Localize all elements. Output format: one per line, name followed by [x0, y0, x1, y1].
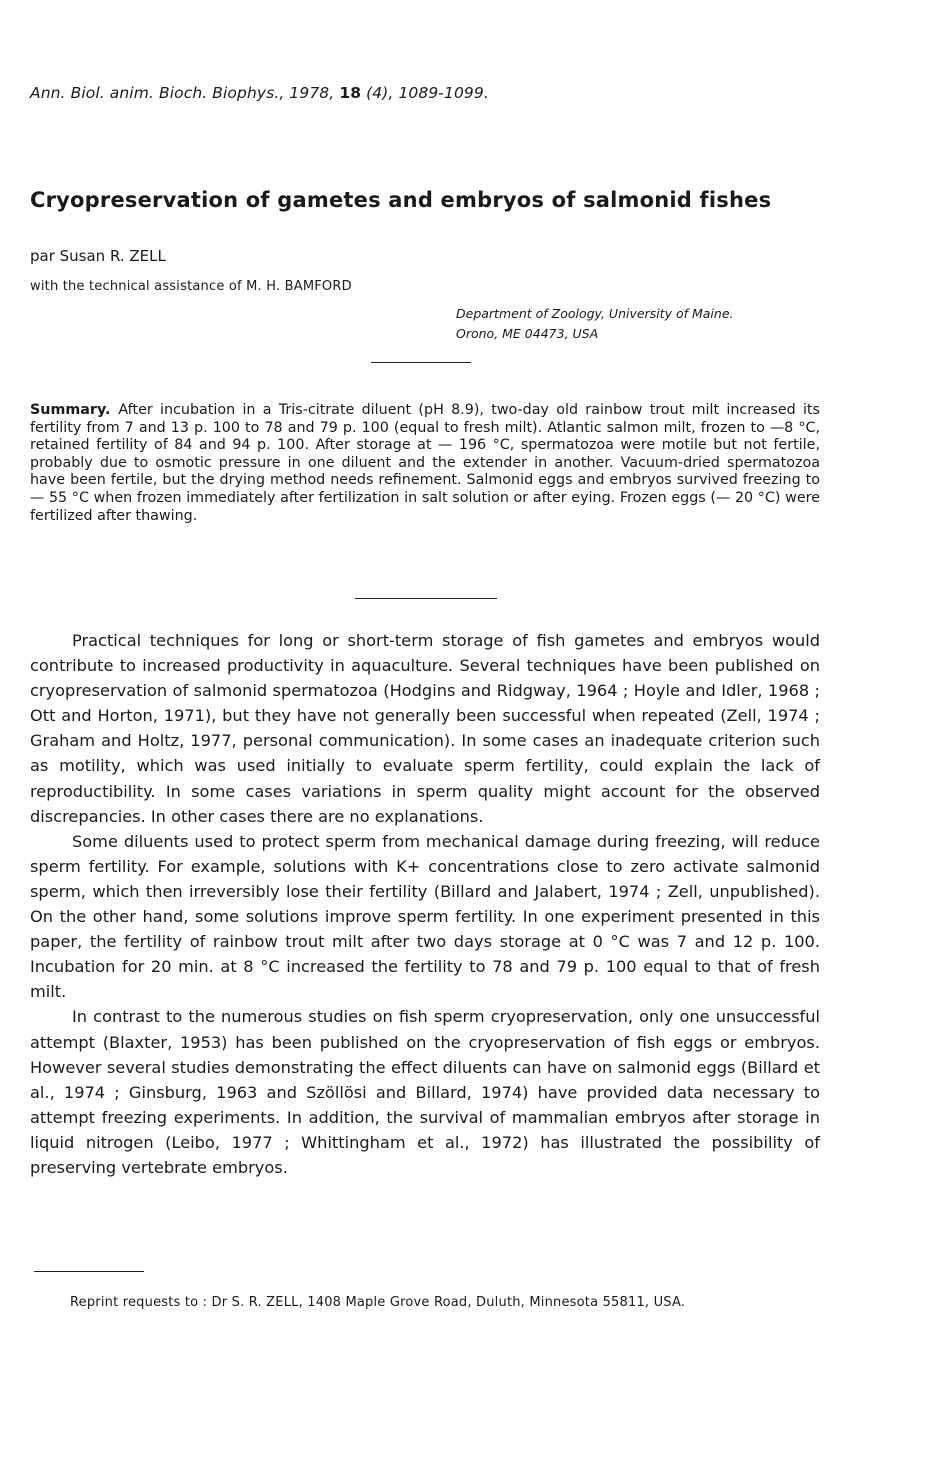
summary-text: After incubation in a Tris-citrate diluent (pH 8.9), two-day old rainbow trout milt increased its fertility from 7 and 13 p. 100 to 78 and 79 p. 100 (equal to fresh milt). Atlantic salmon milt, frozen to —8 °C, retained fertility of 84 and 94 p. 100. After storage at — 196 °C, spermatozoa were motile but not fertile, probably due to osmotic pressure in one diluent and the extender in another. Vacuum-dried spermatozoa have been fertile, but the drying method needs refinement. Salmonid eggs and embryos survived freezing to — 55 °C when frozen immediately after fertilization in salt solution or after eying. Frozen eggs (— 20 °C) were fertilized after thawing.: [30, 402, 820, 524]
journal-citation: [30, 84, 489, 102]
affiliation: [456, 304, 733, 344]
affiliation-line-2: Orono, ME 04473, USA: [456, 326, 599, 341]
journal-name: Ann. Biol. anim. Bioch. Biophys.,: [30, 84, 285, 102]
body-paragraph-3: In contrast to the numerous studies on fish sperm cryopreservation, only one unsuccessful attempt (Blaxter, 1953) has been published on the cryopreservation of fish eggs or embryos. However several studies demonstrating the effect diluents can have on salmonid eggs (Billard et al., 1974 ; Ginsburg, 1963 and Szöllösi and Billard, 1974) have provided data necessary to attempt freezing experiments. In addition, the survival of mammalian embryos after storage in liquid nitrogen (Leibo, 1977 ; Whittingham et al., 1972) has illustrated the possibility of preserving vertebrate embryos.: [30, 1007, 820, 1177]
affiliation-line-1: Department of Zoology, University of Maine.: [456, 306, 734, 321]
technical-assistance-line: with the technical assistance of M. H. BAMFORD: [30, 279, 352, 294]
article-title: Cryopreservation of gametes and embryos of salmonid fishes: [30, 188, 772, 212]
summary-label: Summary.: [30, 402, 111, 418]
divider-rule: [355, 598, 497, 599]
body-paragraph-1: Practical techniques for long or short-term storage of fish gametes and embryos would contribute to increased productivity in aquaculture. Several techniques have been published on cryopreservation of salmonid spermatozoa (Hodgins and Ridgway, 1964 ; Hoyle and Idler, 1968 ; Ott and Horton, 1971), but they have not generally been successful when repeated (Zell, 1974 ; Graham and Holtz, 1977, personal communication). In some cases an inadequate criterion such as motility, which was used initially to evaluate sperm fertility, could explain the lack of reproductibility. In some cases variations in sperm quality might account for the observed discrepancies. In other cases there are no explanations.: [30, 631, 820, 826]
journal-year: 1978,: [289, 84, 335, 102]
author-line: par Susan R. ZELL: [30, 247, 166, 265]
footnote-rule: [34, 1271, 144, 1272]
journal-volume: 18: [339, 84, 362, 102]
reprint-footnote: Reprint requests to : Dr S. R. ZELL, 1408 Maple Grove Road, Duluth, Minnesota 55811, USA.: [70, 1295, 686, 1310]
body-paragraph-2: Some diluents used to protect sperm from mechanical damage during freezing, will reduce sperm fertility. For example, solutions with K+ concentrations close to zero activate salmonid sperm, which then irreversibly lose their fertility (Billard and Jalabert, 1974 ; Zell, unpublished). On the other hand, some solutions improve sperm fertility. In one experiment presented in this paper, the fertility of rainbow trout milt after two days storage at 0 °C was 7 and 12 p. 100. Incubation for 20 min. at 8 °C increased the fertility to 78 and 79 p. 100 equal to that of fresh milt.: [30, 831, 820, 1002]
summary-section: [30, 402, 820, 525]
journal-issue-pages: (4), 1089-1099.: [366, 84, 489, 102]
divider-rule: [371, 362, 471, 363]
body-text: [30, 628, 820, 1180]
